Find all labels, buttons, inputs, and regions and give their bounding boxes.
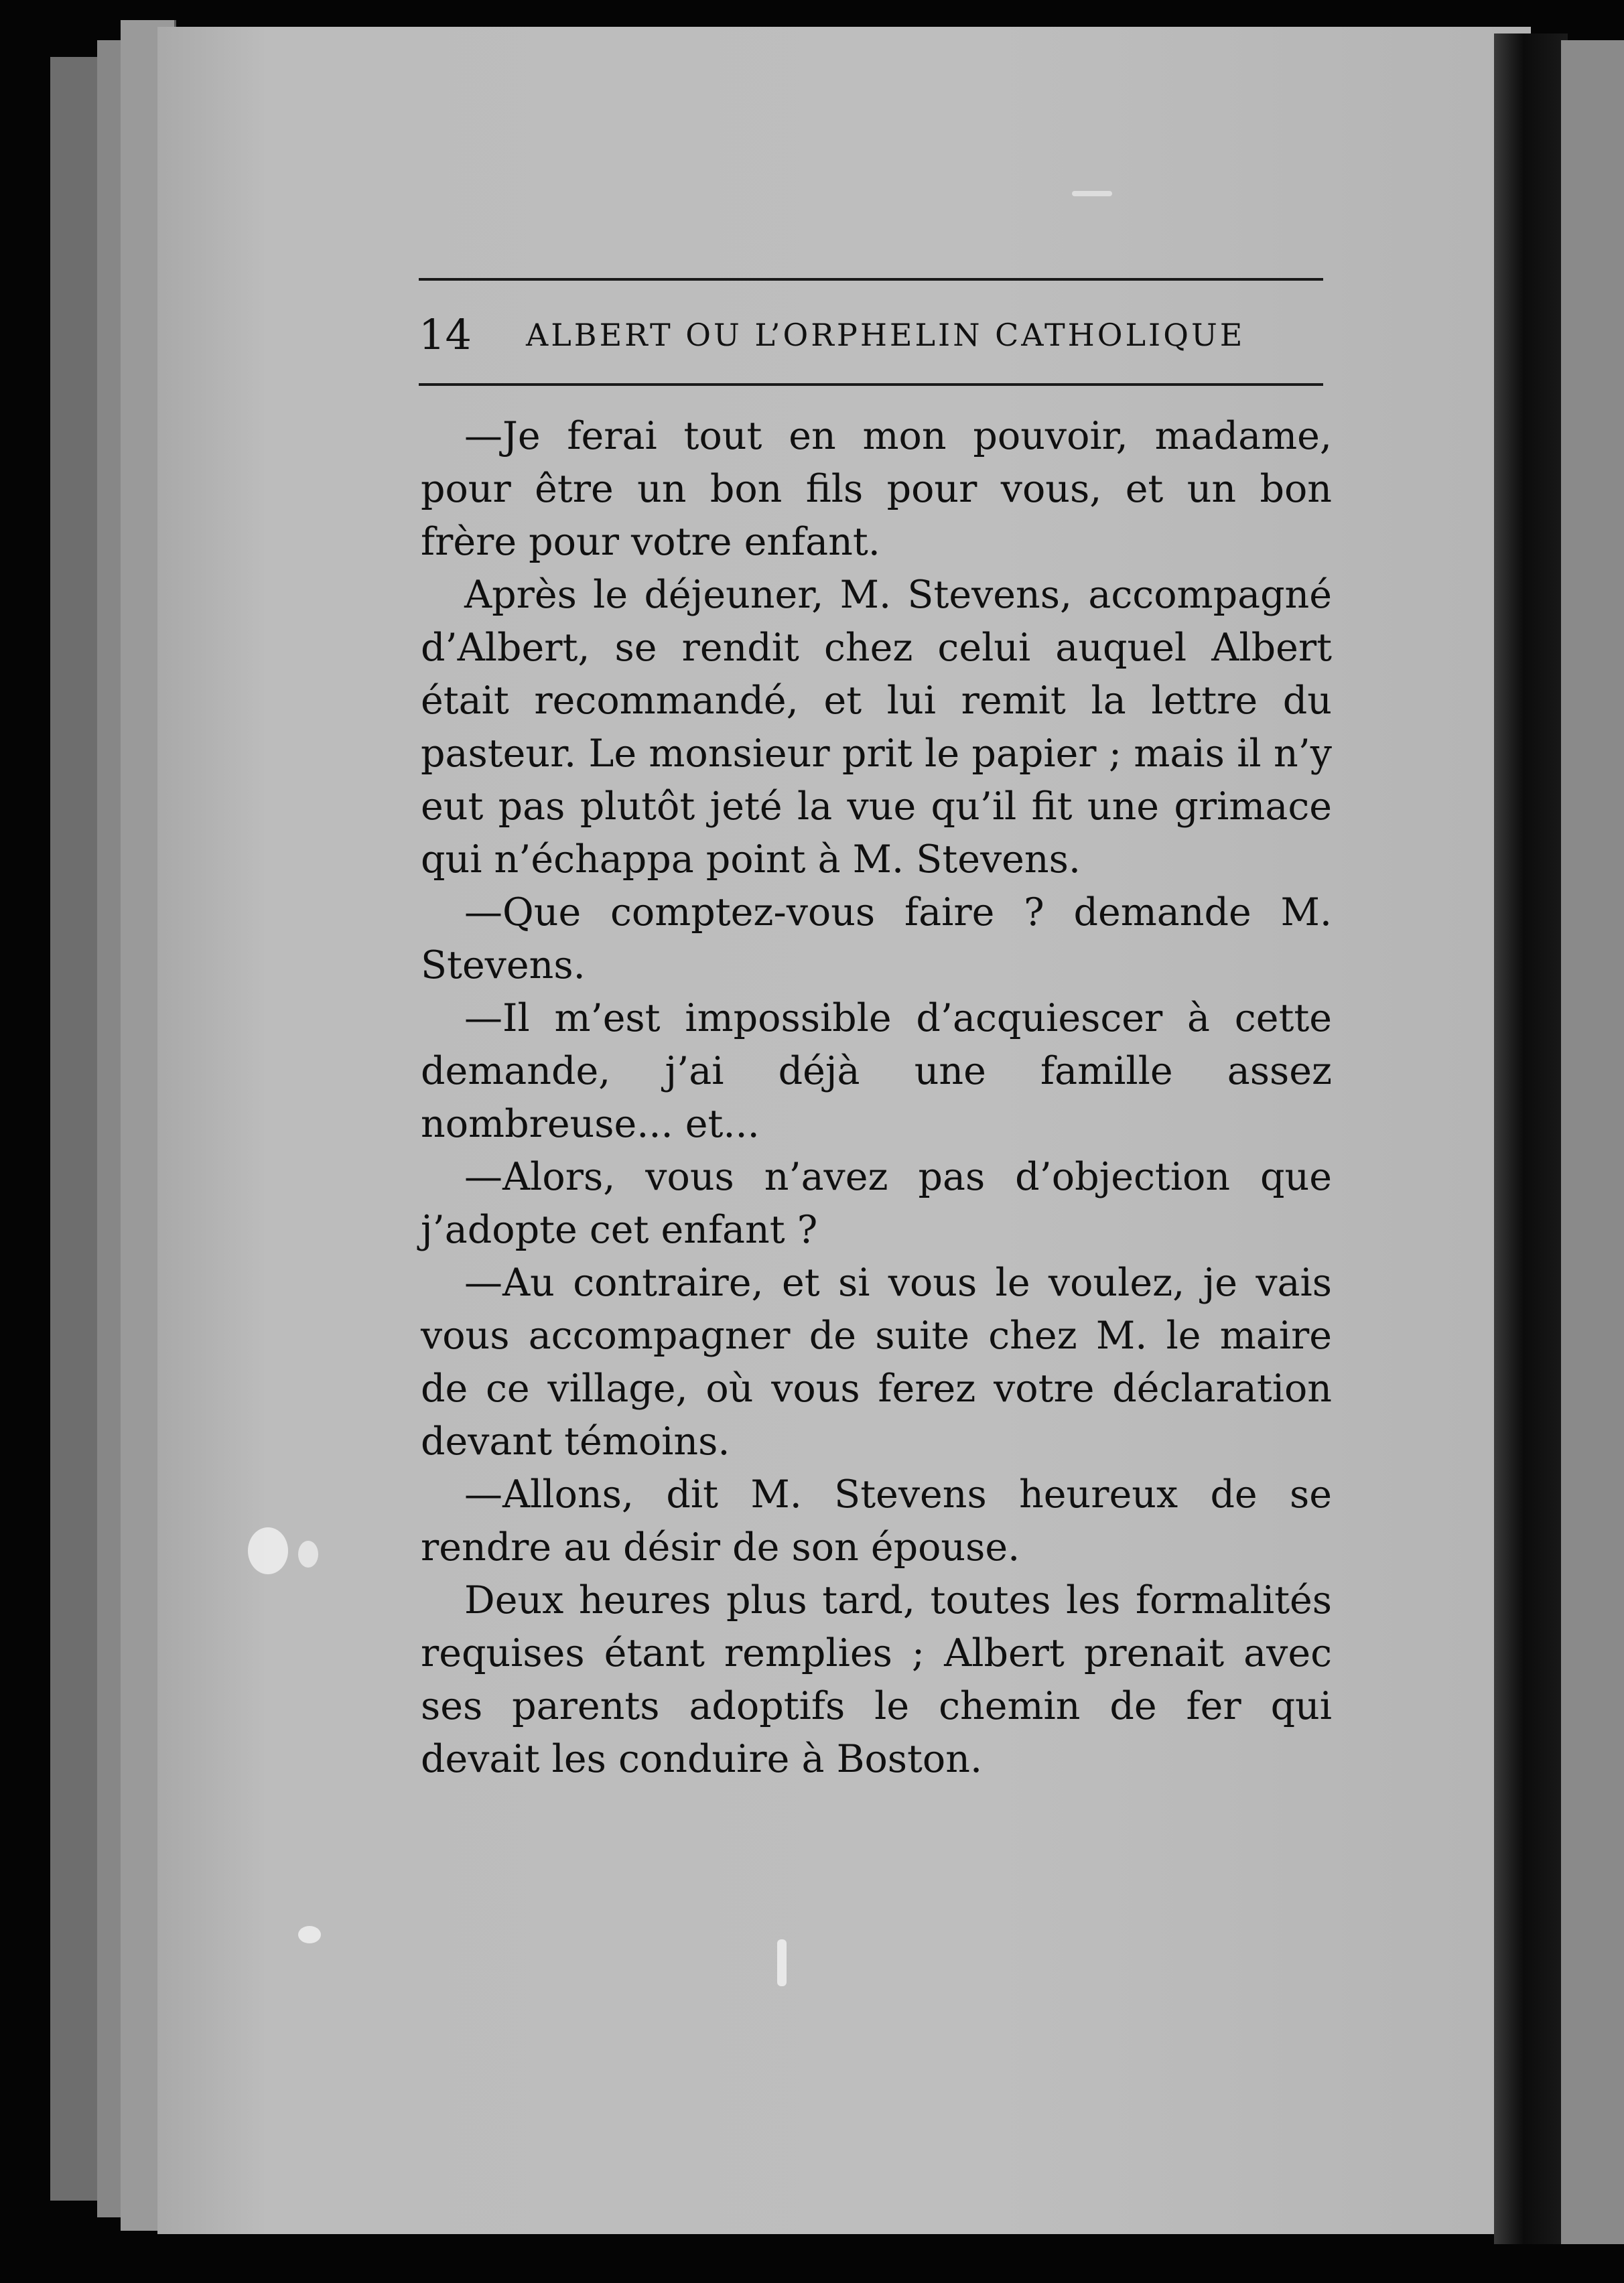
scan-speck bbox=[298, 1541, 318, 1568]
page-number: 14 bbox=[419, 310, 472, 359]
scan-speck bbox=[1072, 191, 1112, 196]
book-title: ALBERT OU L’ORPHELIN CATHOLIQUE bbox=[526, 317, 1245, 353]
running-head bbox=[419, 305, 1323, 365]
scan-speck bbox=[248, 1527, 288, 1574]
body-text bbox=[421, 410, 1332, 1786]
paragraph: Deux heures plus tard, toutes les formalités requises étant remplies ; Albert prenait avec ses parents adoptifs le chemin de fer qui devait les conduire à Boston. bbox=[421, 1578, 1332, 1781]
scan-speck bbox=[777, 1939, 787, 1986]
paragraph: Après le déjeuner, M. Stevens, accompagné d’Albert, se rendit chez celui auquel Albert était recommandé, et lui remit la lettre du pasteur. Le monsieur prit le papier ; mais il n’y eut pas plutôt jeté la vue qu’il fit une grimace qui n’échappa point à M. Stevens. bbox=[421, 573, 1332, 882]
paragraph: —Je ferai tout en mon pouvoir, madame, pour être un bon fils pour vous, et un bon frère pour votre enfant. bbox=[421, 414, 1332, 564]
book-gutter bbox=[1494, 33, 1568, 2244]
header-rule-top bbox=[419, 278, 1323, 281]
scan-speck bbox=[298, 1926, 321, 1943]
header-rule-bottom bbox=[419, 383, 1323, 386]
paragraph: —Que comptez-vous faire ? demande M. Stevens. bbox=[421, 890, 1332, 987]
paragraph: —Alors, vous n’avez pas d’objection que j’adopte cet enfant ? bbox=[421, 1155, 1332, 1252]
facing-page-edge bbox=[1561, 40, 1624, 2244]
paragraph: —Au contraire, et si vous le voulez, je vais vous accompagner de suite chez M. le maire de ce village, où vous ferez votre déclaration devant témoins. bbox=[421, 1261, 1332, 1464]
paragraph: —Allons, dit M. Stevens heureux de se rendre au désir de son épouse. bbox=[421, 1472, 1332, 1570]
paragraph: —Il m’est impossible d’acquiescer à cette demande, j’ai déjà une famille assez nombreuse... et... bbox=[421, 996, 1332, 1146]
